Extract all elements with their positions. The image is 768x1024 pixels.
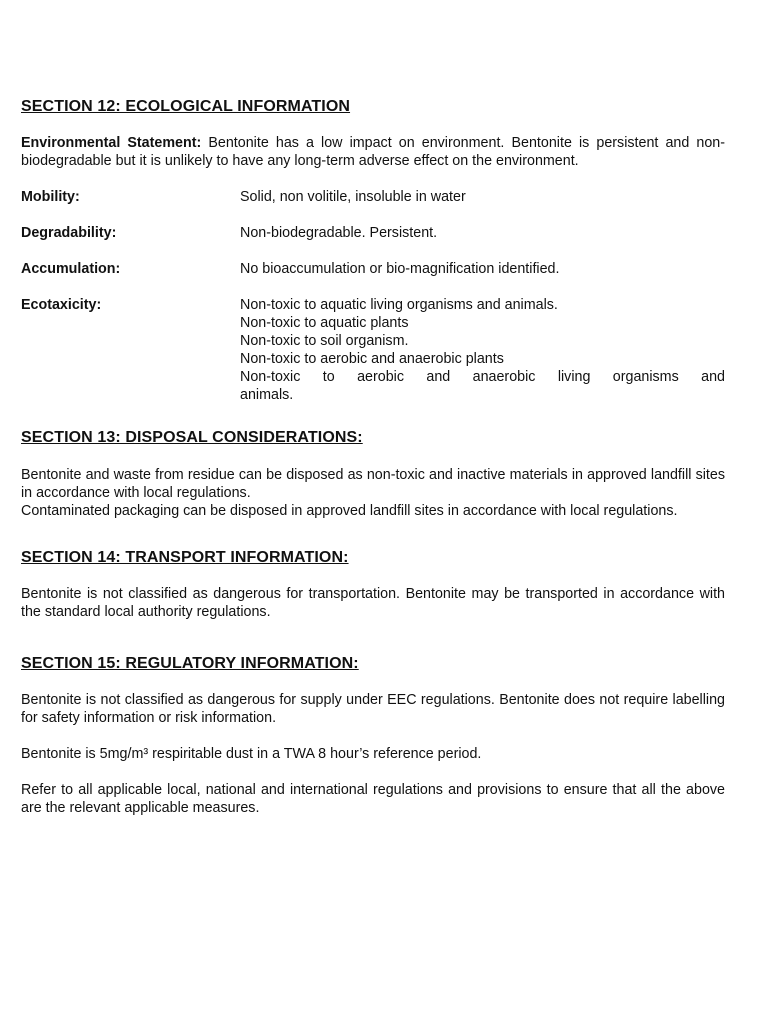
property-value-line: animals. <box>240 387 294 403</box>
property-label: Mobility: <box>21 189 80 205</box>
transport-paragraph: Bentonite is not classified as dangerous for transportation. Bentonite may be transported in accordance with the standard local authority regulations. <box>21 586 725 620</box>
property-value-line: Non-toxic to aquatic living organisms and animals. <box>240 297 558 313</box>
document-page <box>21 97 725 817</box>
property-value-line: Non-toxic to aquatic plants <box>240 315 409 331</box>
property-value-line: Non-toxic to aerobic and anaerobic living organisms and <box>240 369 725 385</box>
property-value-line: Non-biodegradable. Persistent. <box>240 225 438 241</box>
property-label: Accumulation: <box>21 261 121 277</box>
property-row <box>21 188 725 206</box>
regulatory-paragraph-3: Refer to all applicable local, national and international regulations and provisions to ensure that all the above are the relevant applicable measures. <box>21 782 725 816</box>
section-12-heading: SECTION 12: ECOLOGICAL INFORMATION <box>21 98 351 115</box>
section-15-heading: SECTION 15: REGULATORY INFORMATION: <box>21 655 359 672</box>
regulatory-paragraph-1: Bentonite is not classified as dangerous for supply under EEC regulations. Bentonite does not require labelling for safety information or risk information. <box>21 692 725 726</box>
property-value <box>240 296 725 404</box>
environmental-statement-label: Environmental Statement: <box>21 135 202 151</box>
property-row <box>21 224 725 242</box>
property-value <box>240 260 725 278</box>
property-value-line: Solid, non volitile, insoluble in water <box>240 189 466 205</box>
property-value <box>240 224 725 242</box>
property-label: Degradability: <box>21 225 117 241</box>
property-value-line: Non-toxic to soil organism. <box>240 333 409 349</box>
property-value-line: No bioaccumulation or bio-magnification identified. <box>240 261 560 277</box>
property-value <box>240 188 725 206</box>
regulatory-paragraph-2: Bentonite is 5mg/m³ respiritable dust in a TWA 8 hour’s reference period. <box>21 746 482 762</box>
section-14-heading: SECTION 14: TRANSPORT INFORMATION: <box>21 549 349 566</box>
property-value-line: Non-toxic to aerobic and anaerobic plants <box>240 351 504 367</box>
environmental-statement-text: Bentonite has a low impact on environment. Bentonite is persistent and non-biodegradable but it is unlikely to have any long-term adverse effect on the environment. <box>21 135 726 169</box>
property-row <box>21 260 725 278</box>
ecological-properties <box>21 188 725 404</box>
environmental-statement <box>21 134 725 170</box>
property-row <box>21 296 725 404</box>
disposal-paragraph-2: Contaminated packaging can be disposed in approved landfill sites in accordance with local regulations. <box>21 503 678 519</box>
disposal-paragraph-1: Bentonite and waste from residue can be disposed as non-toxic and inactive materials in approved landfill sites in accordance with local regulations. <box>21 467 725 501</box>
property-label: Ecotaxicity: <box>21 297 102 313</box>
section-13-heading: SECTION 13: DISPOSAL CONSIDERATIONS: <box>21 429 363 446</box>
